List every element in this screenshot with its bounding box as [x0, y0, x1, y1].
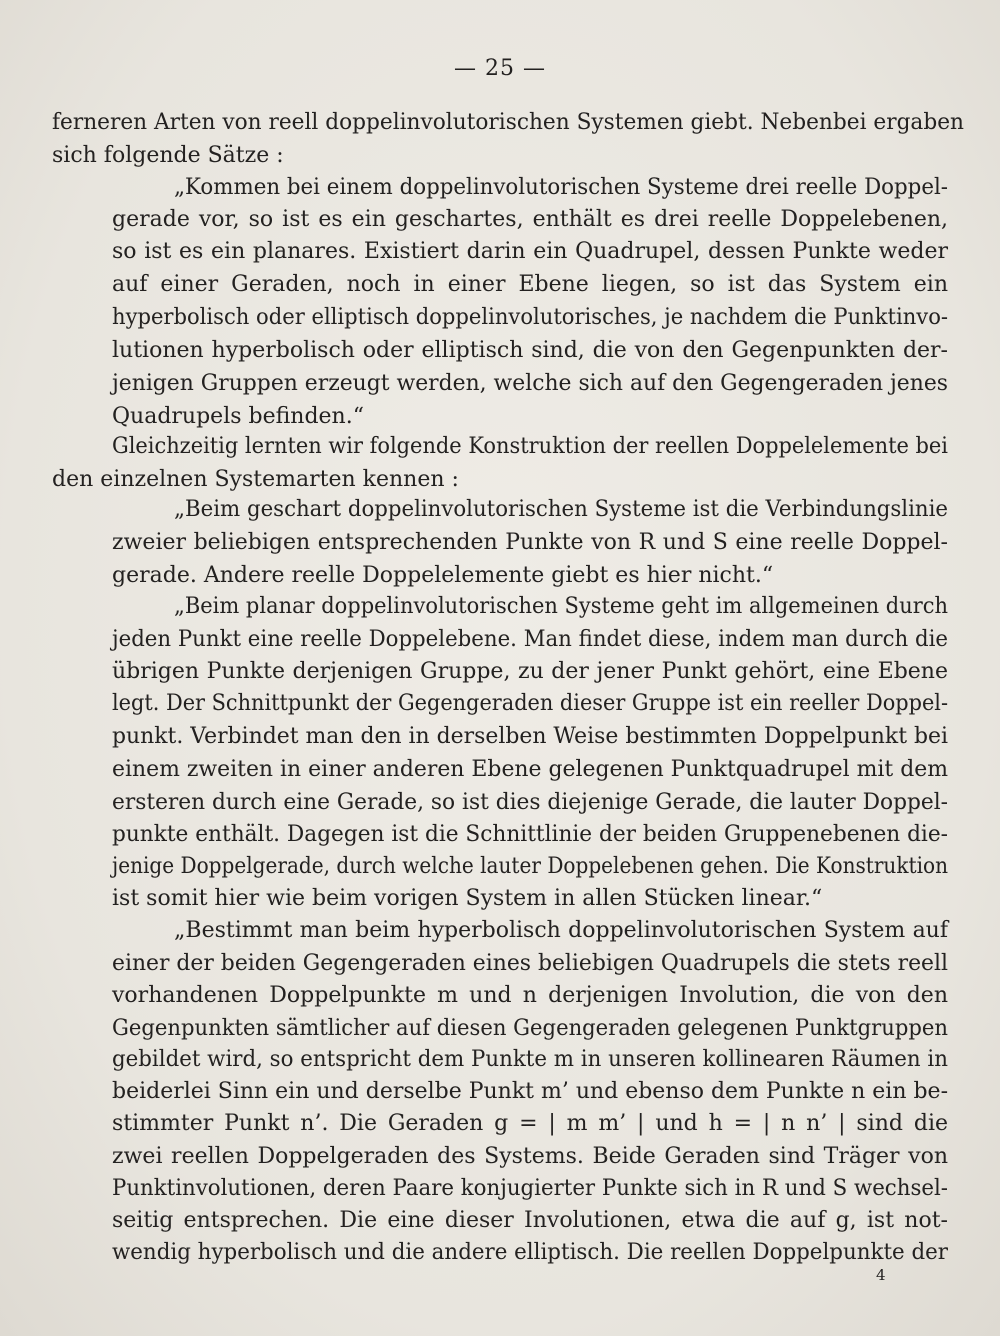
text-line: ersteren durch eine Gerade, so ist dies diejenige Gerade, die lauter Doppel- — [112, 790, 948, 815]
text-line: gerade. Andere reelle Doppelelemente giebt es hier nicht.“ — [112, 563, 774, 588]
text-line: einer der beiden Gegengeraden eines beliebigen Quadrupels die stets reell — [112, 951, 948, 976]
text-line: lutionen hyperbolisch oder elliptisch sind, die von den Gegenpunkten der- — [112, 338, 948, 363]
page-number: — 25 — — [454, 56, 546, 81]
text-line: „Bestimmt man beim hyperbolisch doppelinvolutorischen System auf — [174, 918, 948, 943]
text-line: beiderlei Sinn ein und derselbe Punkt m’ und ebenso dem Punkte n ein be- — [112, 1079, 948, 1104]
text-line: legt. Der Schnittpunkt der Gegengeraden dieser Gruppe ist ein reeller Doppel- — [112, 691, 948, 716]
text-line: „Beim planar doppelinvolutorischen Systeme geht im allgemeinen durch — [174, 594, 948, 619]
text-line: punkte enthält. Dagegen ist die Schnittlinie der beiden Gruppenebenen die- — [112, 822, 948, 847]
text-line: gebildet wird, so entspricht dem Punkte m in unseren kollinearen Räumen in — [112, 1047, 948, 1072]
text-line: vorhandenen Doppelpunkte m und n derjenigen Involution, die von den — [112, 983, 948, 1008]
text-line: Gegenpunkten sämtlicher auf diesen Gegengeraden gelegenen Punktgruppen — [112, 1016, 948, 1041]
text-line: übrigen Punkte derjenigen Gruppe, zu der jener Punkt gehört, eine Ebene — [112, 659, 948, 684]
text-line: Gleichzeitig lernten wir folgende Konstruktion der reellen Doppelelemente bei — [112, 434, 948, 459]
text-line: ist somit hier wie beim vorigen System in allen Stücken linear.“ — [112, 886, 823, 911]
text-line: Punktinvolutionen, deren Paare konjugierter Punkte sich in R und S wechsel- — [112, 1176, 948, 1201]
text-line: „Kommen bei einem doppelinvolutorischen Systeme drei reelle Doppel- — [174, 175, 948, 200]
text-line: jenigen Gruppen erzeugt werden, welche sich auf den Gegengeraden jenes — [112, 371, 948, 396]
text-line: jeden Punkt eine reelle Doppelebene. Man findet diese, indem man durch die — [112, 627, 948, 652]
text-line: zweier beliebigen entsprechenden Punkte von R und S eine reelle Doppel- — [112, 530, 948, 555]
text-line: Quadrupels befinden.“ — [112, 404, 364, 429]
text-line: zwei reellen Doppelgeraden des Systems. Beide Geraden sind Träger von — [112, 1144, 948, 1169]
text-line: gerade vor, so ist es ein geschartes, enthält es drei reelle Doppelebenen, — [112, 207, 948, 232]
signature-mark: 4 — [876, 1266, 886, 1284]
text-line: wendig hyperbolisch und die andere elliptisch. Die reellen Doppelpunkte der — [112, 1240, 948, 1265]
text-line: den einzelnen Systemarten kennen : — [52, 467, 459, 492]
text-line: ferneren Arten von reell doppelinvolutorischen Systemen giebt. Nebenbei ergaben — [52, 110, 964, 135]
text-line: jenige Doppelgerade, durch welche lauter Doppelebenen gehen. Die Konstruktion — [112, 854, 948, 879]
text-line: so ist es ein planares. Existiert darin ein Quadrupel, dessen Punkte weder — [112, 239, 948, 264]
text-line: stimmter Punkt n’. Die Geraden g = | m m’ | und h = | n n’ | sind die — [112, 1111, 948, 1136]
text-line: auf einer Geraden, noch in einer Ebene liegen, so ist das System ein — [112, 272, 948, 297]
text-line: hyperbolisch oder elliptisch doppelinvolutorisches, je nachdem die Punktinvo- — [112, 305, 948, 330]
text-line: seitig entsprechen. Die eine dieser Involutionen, etwa die auf g, ist not- — [112, 1208, 948, 1233]
text-line: „Beim geschart doppelinvolutorischen Systeme ist die Verbindungslinie — [174, 497, 948, 522]
text-line: punkt. Verbindet man den in derselben Weise bestimmten Doppelpunkt bei — [112, 724, 948, 749]
text-line: einem zweiten in einer anderen Ebene gelegenen Punktquadrupel mit dem — [112, 757, 948, 782]
text-line: sich folgende Sätze : — [52, 143, 284, 168]
